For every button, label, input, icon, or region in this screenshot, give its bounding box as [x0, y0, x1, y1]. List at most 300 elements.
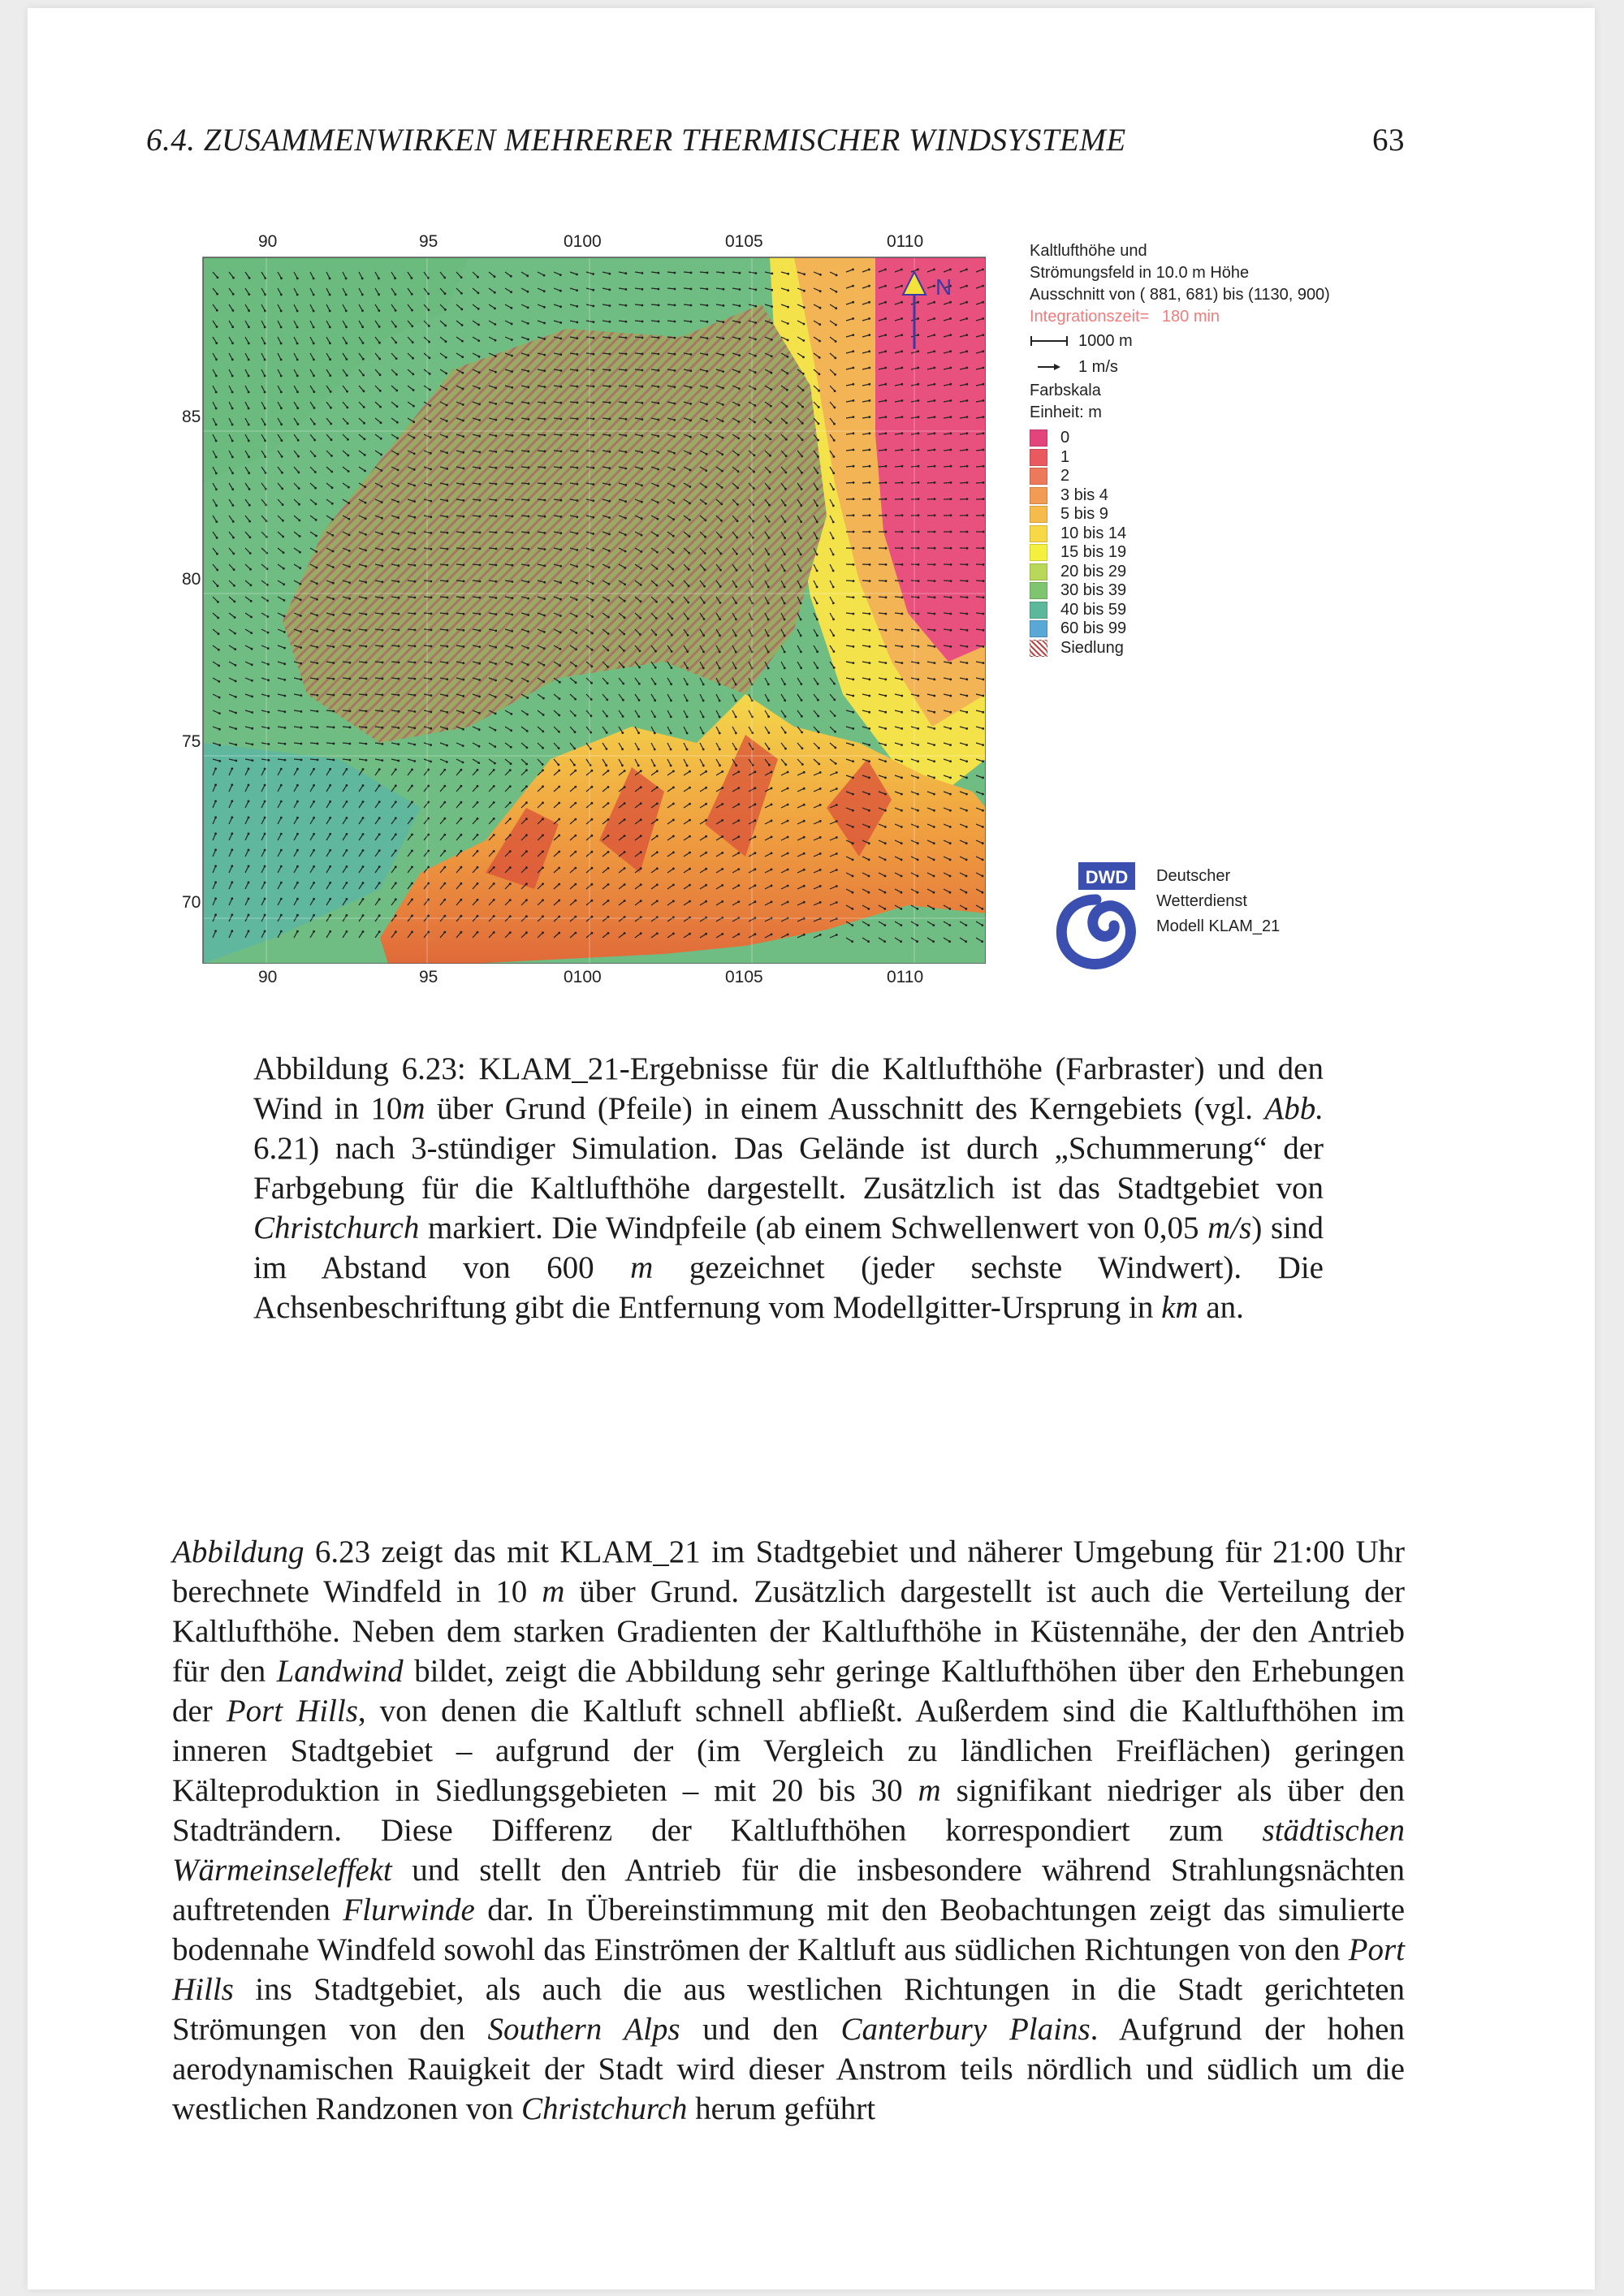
wind-arrow-head: [983, 449, 985, 451]
wind-arrow-head: [819, 804, 822, 806]
wind-arrow-head: [430, 421, 432, 423]
wind-arrow-head: [721, 470, 723, 473]
wind-arrow-head: [641, 468, 643, 470]
wind-arrow-head: [702, 732, 705, 735]
wind-arrow-head: [494, 291, 496, 294]
wind-arrow-head: [313, 439, 316, 442]
wind-arrow-head: [754, 288, 757, 291]
wind-arrow-head: [460, 834, 463, 836]
wind-arrow-head: [461, 356, 464, 358]
wind-arrow-head: [803, 788, 806, 790]
wind-arrow-head: [950, 432, 952, 434]
wind-arrow-head: [834, 390, 836, 392]
wind-arrow-head: [381, 759, 383, 762]
swatch-box: [1030, 525, 1047, 542]
wind-arrow-head: [950, 596, 952, 598]
wind-arrow-head: [656, 900, 659, 902]
wind-arrow-head: [283, 599, 286, 602]
wind-arrow-head: [901, 449, 904, 451]
wind-arrow-head: [395, 342, 397, 344]
wind-arrow-head: [281, 439, 283, 442]
wind-arrow-head: [767, 715, 770, 718]
wind-arrow-head: [543, 664, 546, 667]
wind-arrow-head: [460, 309, 463, 311]
wind-arrow-head: [231, 816, 233, 818]
wind-arrow-head: [411, 883, 413, 885]
wind-arrow-head: [542, 850, 544, 852]
wind-arrow-head: [625, 321, 628, 323]
wind-arrow-head: [414, 645, 417, 648]
wind-arrow-head: [658, 369, 660, 372]
wind-arrow-head: [723, 304, 725, 307]
wind-arrow-head: [885, 629, 888, 632]
wind-arrow-head: [918, 662, 920, 664]
wind-arrow-head: [656, 568, 659, 570]
wind-arrow-head: [525, 883, 528, 885]
wind-arrow-head: [362, 784, 365, 787]
wind-arrow-head: [249, 536, 252, 538]
wind-arrow-head: [706, 353, 708, 356]
wind-arrow-head: [543, 598, 546, 600]
wind-arrow-head: [833, 699, 836, 701]
wind-arrow-head: [802, 339, 805, 342]
wind-arrow-head: [362, 833, 365, 835]
wind-arrow-head: [231, 391, 234, 394]
wind-arrow-head: [706, 420, 708, 422]
wind-arrow-head: [983, 465, 985, 468]
wind-arrow-head: [280, 801, 283, 803]
wind-arrow-head: [577, 467, 579, 469]
wind-arrow-head: [918, 416, 920, 418]
wind-arrow-head: [640, 900, 642, 902]
wind-arrow-head: [266, 600, 269, 602]
wind-arrow-head: [686, 716, 689, 719]
wind-arrow-head: [641, 517, 643, 520]
wind-arrow-head: [447, 516, 449, 518]
wind-arrow-head: [559, 290, 562, 292]
wind-arrow-head: [656, 770, 659, 772]
wind-arrow-head: [495, 580, 498, 583]
wind-arrow-head: [493, 850, 495, 852]
wind-arrow-head: [348, 502, 350, 504]
wind-arrow-head: [560, 369, 563, 372]
wind-arrow-head: [965, 350, 968, 352]
wind-arrow-head: [218, 680, 220, 683]
wind-arrow-head: [769, 438, 771, 441]
swatch-label: 20 bis 29: [1060, 562, 1127, 580]
wind-arrow-head: [378, 930, 381, 933]
wind-arrow-head: [346, 930, 348, 933]
wind-arrow-head: [768, 520, 771, 523]
wind-arrow-head: [689, 535, 691, 537]
wind-arrow-head: [801, 747, 804, 749]
wind-arrow-head: [736, 487, 739, 490]
wind-arrow-head: [917, 711, 919, 714]
wind-arrow-head: [378, 293, 380, 296]
wind-arrow-head: [784, 635, 786, 637]
wind-arrow-head: [315, 550, 317, 553]
wind-arrow-head: [593, 386, 595, 388]
x-tick-bottom: 0100: [564, 968, 602, 986]
wind-arrow-head: [560, 386, 563, 388]
wind-arrow-head: [414, 597, 417, 599]
wind-arrow-head: [349, 678, 352, 680]
wind-arrow-head: [560, 499, 563, 502]
wind-arrow-head: [365, 759, 368, 762]
wind-arrow-head: [754, 454, 756, 456]
wind-arrow-head: [672, 535, 675, 537]
swatch-row: [1030, 619, 1330, 639]
wind-arrow-head: [702, 650, 705, 653]
wind-arrow-head: [215, 391, 218, 394]
swatch-row: [1030, 448, 1330, 468]
wind-arrow-head: [672, 884, 675, 887]
wind-arrow-head: [705, 835, 707, 838]
wind-arrow-head: [349, 694, 352, 697]
wind-arrow-head: [315, 535, 317, 537]
wind-arrow-head: [333, 727, 335, 729]
wind-arrow-head: [591, 786, 594, 788]
wind-arrow-head: [673, 468, 676, 471]
wind-arrow-head: [297, 439, 300, 442]
wind-arrow-head: [593, 483, 595, 486]
wind-arrow-head: [982, 678, 984, 680]
wind-arrow-head: [784, 504, 787, 507]
wind-arrow-head: [232, 277, 235, 279]
wind-arrow-head: [641, 304, 644, 307]
wind-arrow-head: [232, 293, 235, 296]
wind-arrow-head: [479, 613, 482, 615]
wind-arrow-head: [853, 449, 855, 451]
wind-arrow-head: [231, 326, 234, 328]
wind-arrow-head: [349, 662, 352, 664]
wind-arrow-head: [950, 662, 952, 664]
wind-arrow-head: [462, 711, 464, 714]
wind-arrow-head: [982, 777, 984, 779]
wind-arrow-head: [901, 285, 903, 287]
wind-arrow-head: [345, 278, 348, 280]
wind-arrow-head: [250, 632, 253, 634]
wind-arrow-head: [721, 835, 723, 838]
wind-arrow-head: [785, 422, 788, 425]
wind-arrow-head: [607, 682, 609, 684]
wind-arrow-head: [430, 629, 433, 632]
swatch-box: [1030, 582, 1047, 599]
wind-arrow-head: [495, 339, 497, 342]
wind-arrow-head: [852, 678, 854, 680]
wind-arrow-head: [901, 514, 904, 516]
wind-arrow-head: [803, 804, 806, 806]
wind-arrow-head: [624, 932, 626, 934]
wind-arrow-head: [280, 343, 283, 345]
wind-arrow-head: [754, 421, 756, 424]
wind-arrow-head: [949, 367, 952, 369]
wind-arrow-head: [982, 842, 984, 844]
wind-arrow-head: [868, 760, 870, 762]
wind-arrow-head: [739, 288, 741, 291]
wind-arrow-head: [447, 645, 449, 648]
wind-arrow-head: [737, 454, 740, 456]
wind-arrow-head: [853, 613, 855, 615]
wind-arrow-head: [800, 570, 802, 572]
wind-arrow-head: [949, 842, 952, 844]
wind-arrow-head: [443, 785, 446, 788]
wind-arrow-head: [346, 407, 348, 409]
wind-arrow-head: [378, 768, 381, 770]
wind-arrow-head: [738, 304, 741, 307]
wind-arrow-head: [300, 727, 303, 729]
wind-arrow-head: [965, 367, 968, 369]
wind-arrow-head: [917, 793, 919, 796]
wind-arrow-head: [214, 881, 217, 883]
swatch-box: [1030, 544, 1047, 561]
wind-arrow-head: [802, 389, 805, 391]
wind-arrow-head: [901, 727, 903, 730]
wind-arrow-head: [656, 932, 659, 934]
wind-arrow-head: [674, 321, 676, 323]
wind-arrow-head: [362, 865, 365, 868]
wind-arrow-head: [918, 399, 920, 402]
wind-arrow-head: [801, 455, 803, 458]
wind-arrow-head: [673, 435, 676, 438]
wind-arrow-head: [885, 514, 888, 516]
wind-arrow-head: [965, 760, 968, 762]
wind-arrow-head: [281, 472, 283, 474]
wind-arrow-head: [771, 339, 773, 341]
wind-arrow-head: [264, 801, 266, 803]
wind-arrow-head: [883, 908, 886, 910]
wind-arrow-head: [542, 763, 544, 766]
wind-arrow-head: [901, 859, 903, 861]
wind-arrow-head: [296, 343, 299, 345]
wind-arrow-head: [512, 580, 514, 583]
wind-arrow-head: [509, 931, 512, 934]
body-text: , von denen die Kaltluft schnell abfließt. Außerdem sind die Kaltlufthöhen im inneren Stadtgebiet – aufgrund der (im Vergleich zu ländlichen Freiflächen) geringen Kälteproduktion in Siedlungsgebieten – mit 20 bis 30: [172, 1694, 1405, 1808]
wind-arrow-head: [901, 416, 904, 418]
wind-arrow-head: [543, 290, 546, 292]
wind-arrow-head: [654, 667, 657, 669]
wind-arrow-head: [917, 301, 919, 304]
wind-arrow-head: [232, 309, 235, 312]
wind-arrow-head: [365, 743, 368, 745]
wind-arrow-head: [345, 326, 348, 328]
wind-arrow-head: [624, 802, 626, 805]
wind-arrow-head: [624, 484, 627, 486]
wind-arrow-head: [249, 568, 252, 571]
wind-arrow-head: [606, 732, 608, 734]
wind-arrow-head: [511, 630, 513, 632]
wind-arrow-head: [248, 343, 250, 345]
wind-arrow-head: [363, 406, 365, 408]
swatch-box: [1030, 563, 1047, 580]
wind-arrow-head: [674, 288, 676, 291]
wind-arrow-head: [574, 731, 577, 733]
wind-arrow-head: [933, 727, 935, 730]
wind-arrow-head: [982, 285, 984, 287]
wind-arrow-head: [784, 570, 786, 572]
wind-arrow-head: [852, 301, 854, 304]
wind-arrow-head: [934, 531, 936, 533]
wind-arrow-head: [869, 596, 871, 598]
wind-arrow-head: [264, 882, 266, 884]
wind-arrow-head: [479, 629, 482, 632]
wind-arrow-head: [313, 898, 315, 900]
wind-arrow-head: [917, 891, 919, 894]
wind-arrow-head: [816, 650, 818, 653]
wind-arrow-head: [869, 629, 871, 632]
wind-arrow-head: [787, 771, 789, 774]
wind-arrow-head: [280, 817, 283, 819]
wind-arrow-head: [346, 849, 348, 852]
wind-arrow-head: [509, 801, 512, 804]
wind-arrow-head: [525, 818, 528, 820]
wind-arrow-head: [884, 859, 887, 861]
wind-arrow-head: [641, 321, 644, 323]
wind-arrow-head: [446, 451, 448, 454]
wind-arrow-head: [300, 743, 303, 745]
wind-arrow-head: [966, 449, 969, 451]
wind-arrow-head: [818, 356, 821, 359]
wind-arrow-head: [329, 278, 331, 280]
caption-text: an.: [1198, 1290, 1244, 1325]
wind-arrow-head: [558, 731, 560, 733]
body-text: herum geführt: [687, 2091, 876, 2126]
wind-arrow-head: [478, 387, 481, 390]
wind-arrow-head: [670, 716, 672, 719]
wind-arrow-head: [509, 850, 512, 852]
wind-arrow-head: [300, 662, 302, 665]
wind-arrow-head: [427, 931, 430, 934]
wind-arrow-head: [509, 866, 512, 869]
wind-arrow-head: [528, 499, 530, 502]
wind-arrow-head: [215, 504, 218, 507]
wind-arrow-head: [818, 340, 821, 343]
wind-arrow-head: [331, 486, 334, 489]
wind-arrow-head: [641, 337, 644, 339]
wind-arrow-head: [361, 278, 364, 280]
wind-arrow-head: [754, 388, 757, 391]
wind-arrow-head: [313, 326, 315, 329]
wind-arrow-head: [658, 402, 660, 404]
wind-arrow-head: [606, 715, 608, 718]
wind-arrow-head: [624, 272, 627, 274]
wind-arrow-head: [447, 662, 449, 664]
wind-arrow-head: [641, 386, 644, 388]
wind-arrow-head: [817, 455, 819, 458]
wind-arrow-head: [917, 760, 919, 762]
wind-arrow-head: [771, 836, 773, 839]
wind-arrow-head: [414, 694, 417, 697]
wind-arrow-head: [657, 468, 659, 471]
wind-arrow-head: [722, 387, 724, 390]
wind-arrow-head: [477, 785, 479, 788]
wind-arrow-head: [868, 809, 870, 812]
wind-arrow-head: [767, 586, 770, 589]
wind-arrow-head: [317, 743, 319, 745]
wind-arrow-head: [591, 818, 594, 821]
wind-arrow-head: [218, 728, 221, 731]
dwd-caption: [1156, 864, 1280, 939]
wind-arrow-head: [479, 516, 482, 518]
wind-arrow-head: [736, 553, 738, 555]
wind-arrow-head: [528, 532, 530, 534]
wind-arrow-head: [447, 532, 449, 534]
wind-arrow-head: [721, 787, 723, 789]
wind-arrow-head: [868, 777, 870, 779]
wind-arrow-head: [477, 339, 480, 342]
wind-arrow-head: [853, 399, 855, 402]
wind-arrow-head: [430, 484, 432, 486]
body-text: . Aufgrund der hohen aerodynamischen Rauigkeit der Stadt wird dieser Anstrom teils nördlich und südlich um die westlichen Randzonen von: [172, 2012, 1405, 2126]
wind-arrow-head: [686, 765, 689, 767]
wind-arrow-head: [592, 516, 594, 519]
wind-arrow-head: [558, 867, 560, 870]
wind-arrow-head: [329, 882, 331, 884]
wind-arrow-head: [510, 275, 512, 278]
wind-arrow-head: [803, 852, 806, 855]
caption-text: markiert. Die Windpfeile (ab einem Schwellenwert von 0,05: [419, 1211, 1208, 1245]
wind-arrow-head: [217, 601, 219, 603]
wind-arrow-head: [591, 900, 594, 902]
wind-arrow-head: [702, 716, 705, 719]
wind-arrow-head: [767, 699, 770, 701]
wind-arrow-head: [624, 451, 627, 453]
wind-arrow-head: [280, 407, 283, 409]
wind-arrow-head: [816, 521, 818, 524]
wind-arrow-head: [901, 695, 903, 697]
wind-arrow-head: [656, 534, 659, 537]
wind-arrow-head: [917, 695, 919, 697]
wind-arrow-head: [576, 598, 578, 601]
wind-arrow-head: [332, 598, 335, 600]
wind-arrow-head: [313, 930, 315, 933]
wind-arrow-head: [365, 613, 368, 615]
wind-arrow-head: [637, 732, 640, 734]
wind-arrow-head: [557, 764, 559, 766]
wind-arrow-head: [674, 353, 676, 356]
wind-arrow-head: [346, 914, 348, 917]
wind-arrow-head: [430, 548, 433, 550]
wind-arrow-head: [654, 749, 656, 751]
wind-arrow-head: [754, 770, 757, 773]
wind-arrow-head: [625, 304, 628, 307]
x-tick-bottom: 90: [258, 968, 278, 986]
wind-arrow-head: [801, 732, 803, 734]
wind-arrow-head: [560, 483, 563, 486]
wind-arrow-head: [918, 465, 920, 468]
wind-arrow-head: [836, 852, 838, 855]
wind-arrow-head: [800, 635, 802, 637]
wind-arrow-head: [365, 710, 368, 713]
wind-arrow-head: [574, 802, 577, 805]
wind-arrow-head: [654, 683, 657, 685]
wind-arrow-head: [509, 818, 512, 820]
dwd-swirl-icon: [1061, 900, 1130, 965]
wind-arrow-head: [215, 424, 218, 426]
wind-arrow-head: [329, 374, 331, 377]
wind-arrow-head: [835, 762, 837, 765]
wind-arrow-head: [965, 891, 968, 894]
wind-arrow-head: [771, 852, 773, 855]
wind-arrow-head: [641, 418, 644, 421]
wind-arrow-head: [609, 451, 611, 453]
wind-arrow-head: [331, 503, 334, 505]
wind-arrow-head: [981, 908, 983, 910]
wind-arrow-head: [884, 285, 887, 287]
wind-arrow-head: [965, 826, 968, 828]
wind-arrow-head: [525, 866, 528, 869]
wind-arrow-head: [771, 372, 773, 374]
